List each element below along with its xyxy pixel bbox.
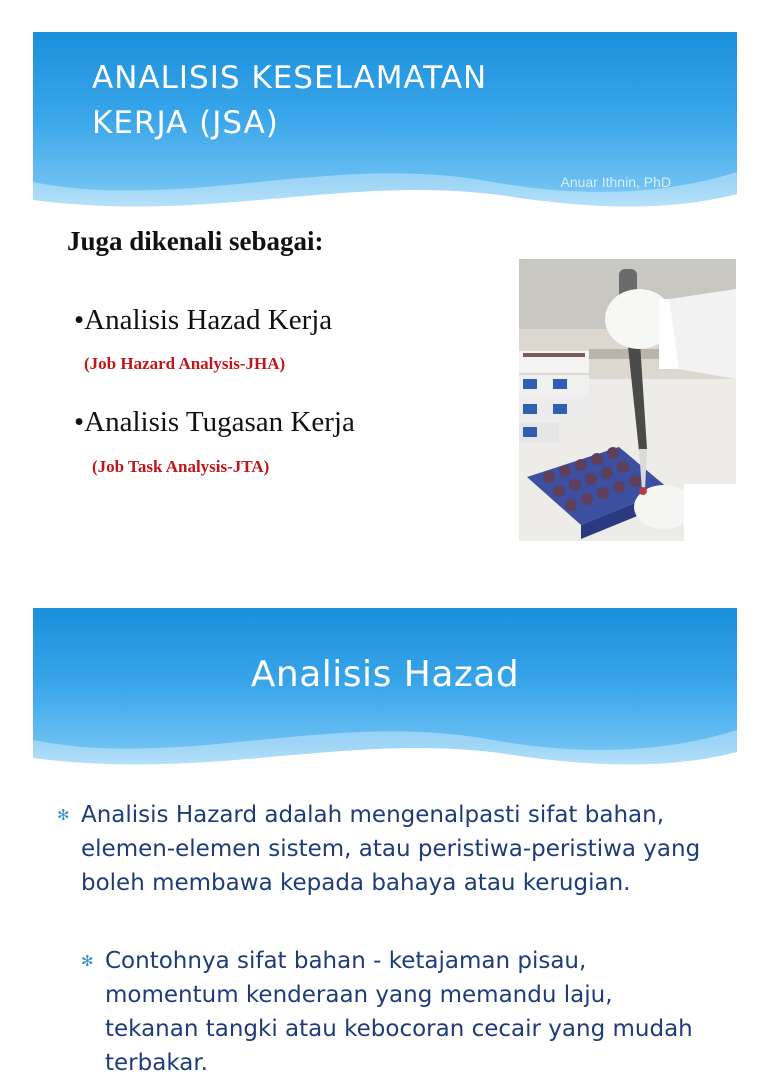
title-banner — [33, 608, 737, 780]
slide-title: Analisis Hazad — [250, 654, 520, 695]
slide-title: ANALISIS KESELAMATAN KERJA (JSA) — [92, 60, 488, 141]
slide-1 — [33, 32, 737, 572]
bullet-text: Contohnya sifat bahan - ketajaman pisau, momentum kenderaan yang memandu laju, tekanan tangki atau kebocoran cecair yang mudah terbakar. — [105, 948, 693, 1076]
intro-heading: Juga dikenali sebagai: — [67, 226, 324, 256]
bullet-item — [81, 944, 705, 1080]
bullet-item — [57, 798, 701, 900]
title-banner — [33, 32, 737, 222]
slide-2 — [33, 608, 737, 1076]
term-task: •Analisis Tugasan Kerja — [74, 406, 355, 438]
author-name: Anuar Ithnin, PhD — [560, 174, 671, 190]
term-hazard-english: (Job Hazard Analysis-JHA) — [84, 354, 286, 373]
asterisk-bullet-icon: ✻ — [57, 806, 70, 824]
lab-pipette-photo — [519, 259, 736, 541]
term-task-english: (Job Task Analysis-JTA) — [92, 457, 270, 476]
term-hazard: •Analisis Hazad Kerja — [74, 304, 333, 336]
asterisk-bullet-icon: ✻ — [81, 952, 94, 970]
bullet-text: Analisis Hazard adalah mengenalpasti sifat bahan, elemen-elemen sistem, atau peristiwa-peristiwa yang boleh membawa kepada bahaya atau kerugian. — [81, 802, 701, 896]
wave-decoration — [33, 700, 737, 780]
